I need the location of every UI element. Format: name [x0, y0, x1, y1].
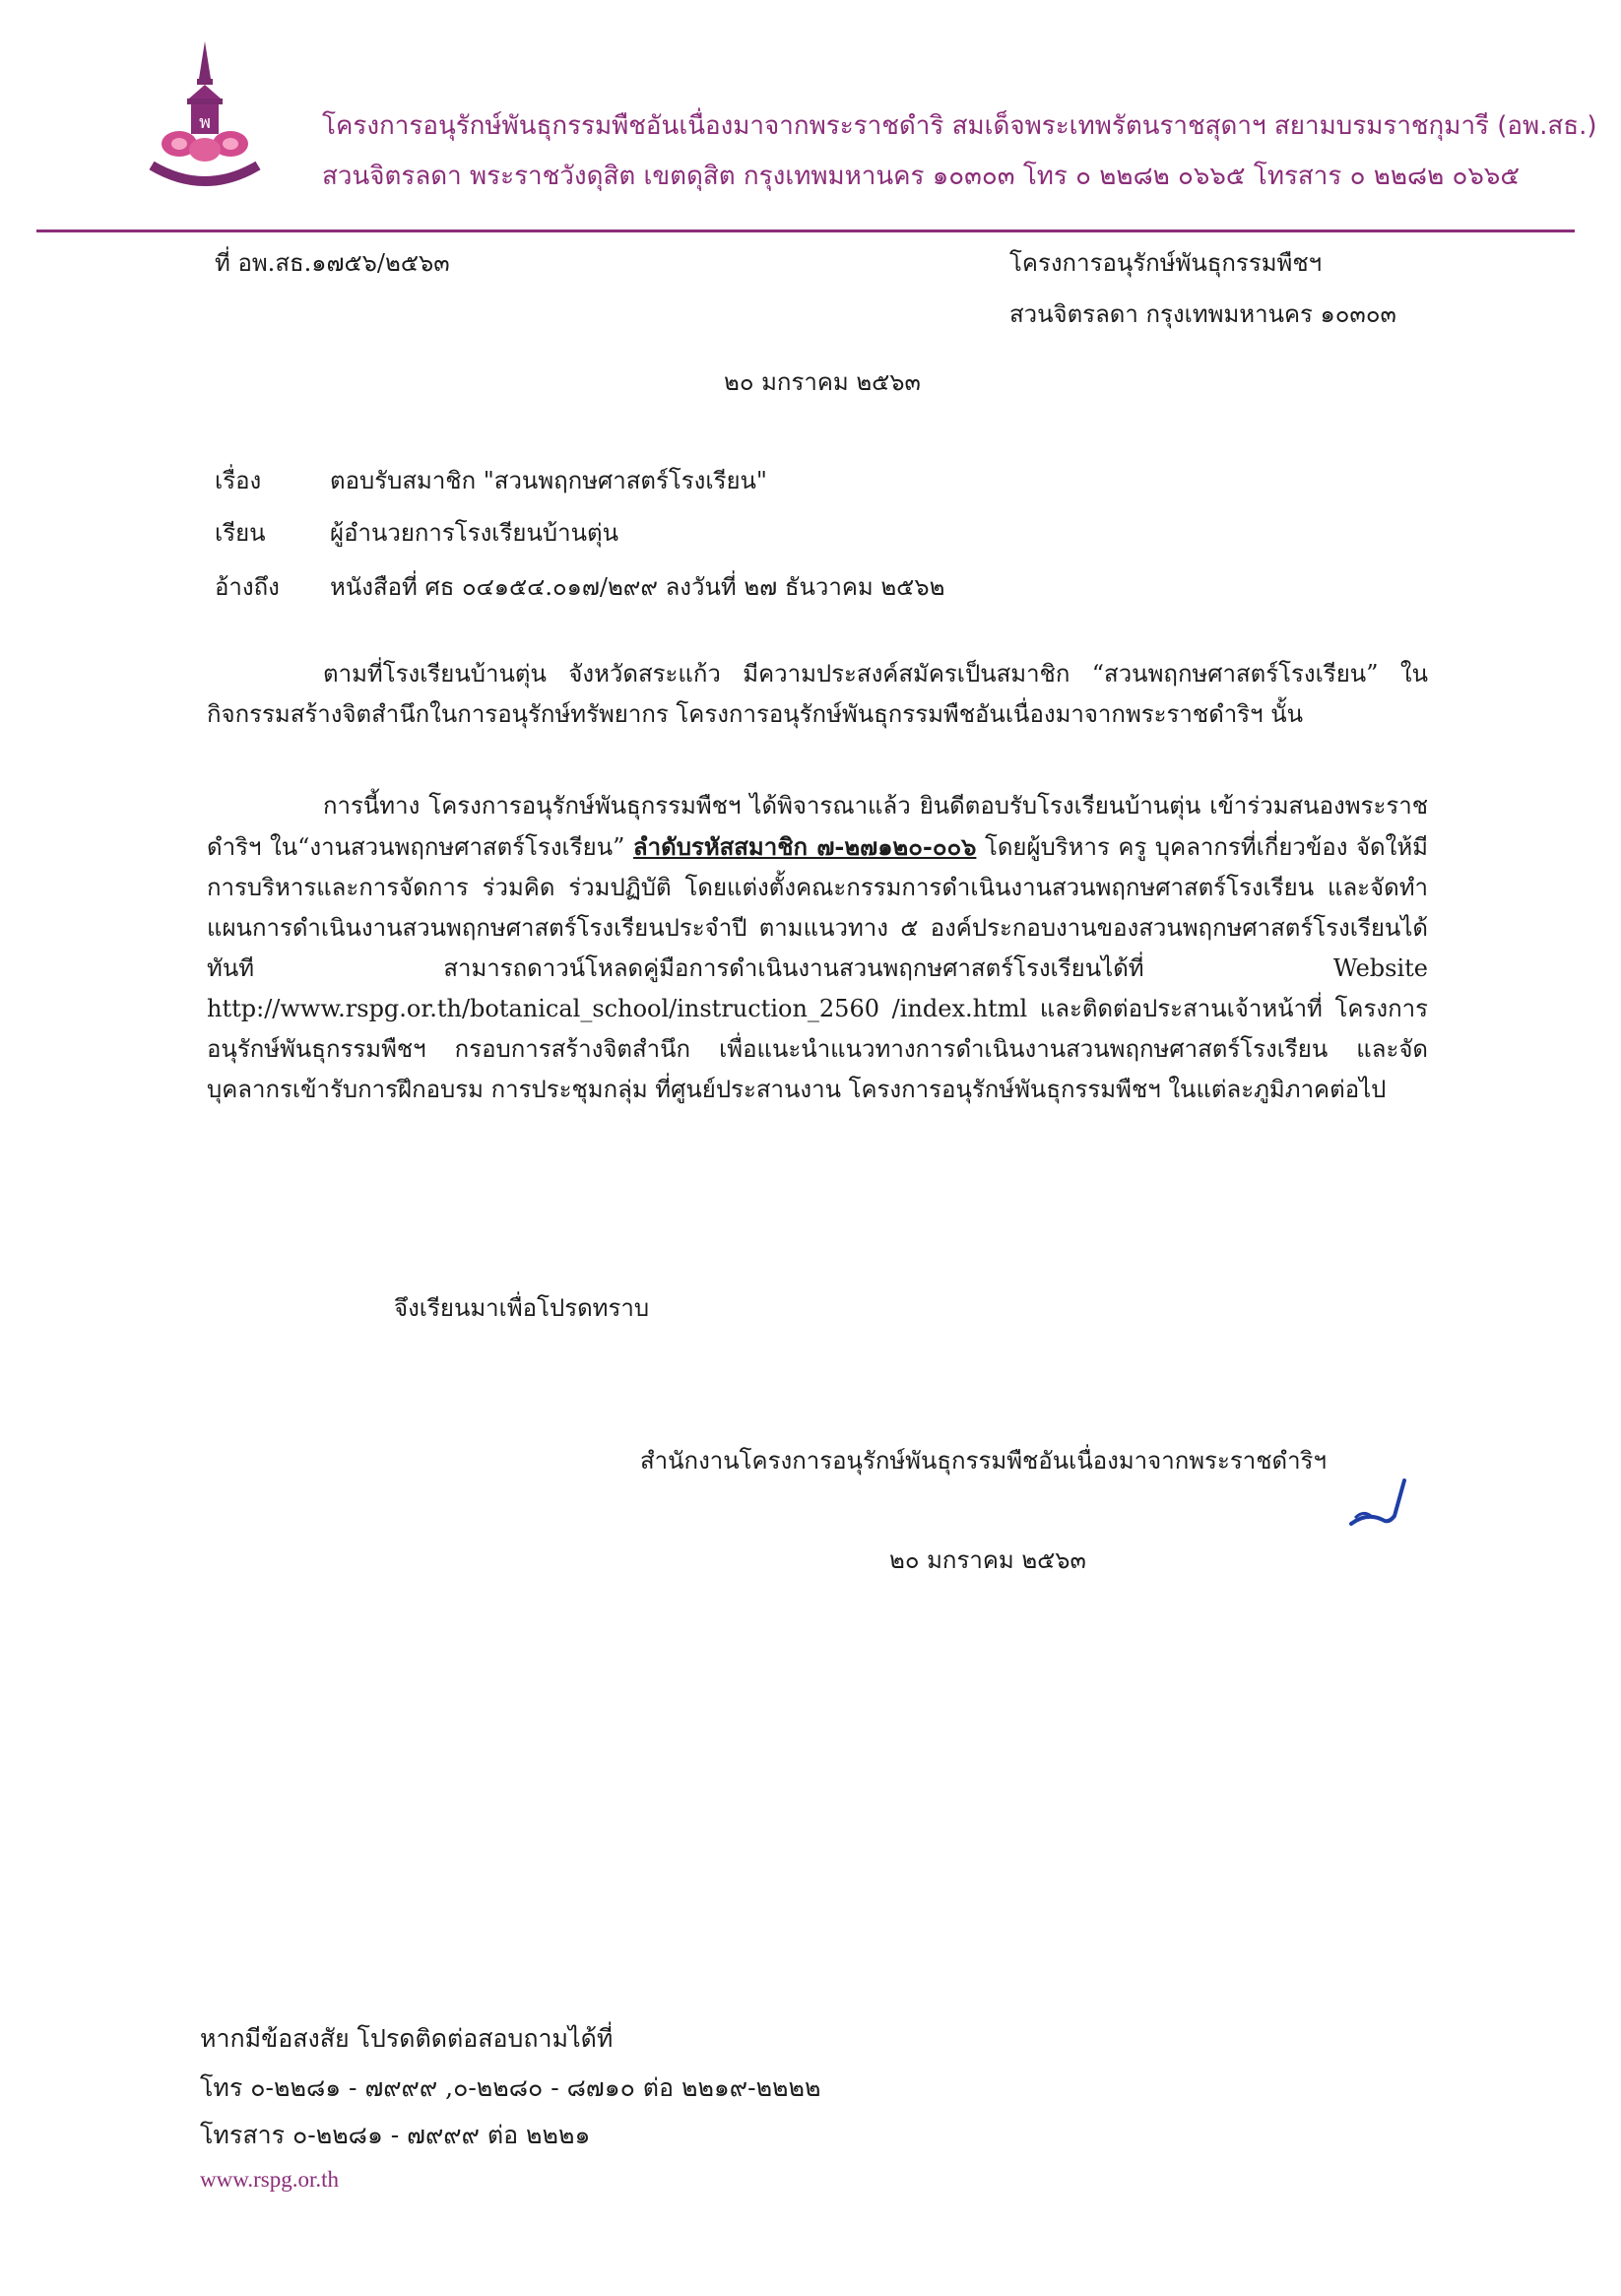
crown-emblem-icon: [146, 39, 264, 197]
subject-text: ตอบรับสมาชิก "สวนพฤกษศาสตร์โรงเรียน": [330, 467, 767, 494]
letterhead-divider: [36, 230, 1575, 232]
closing-line: จึงเรียนมาเพื่อโปรดทราบ: [394, 1294, 650, 1322]
website-link[interactable]: www.rspg.or.th: [200, 2167, 339, 2192]
body-paragraph-2: การนี้ทาง โครงการอนุรักษ์พันธุกรรมพืชฯ ได้พิจารณาแล้ว ยินดีตอบรับโรงเรียนบ้านตุ่น เข้าร่วมสนองพระราชดำริฯ ใน“งานสวนพฤกษศาสตร์โรงเรียน” ลำดับรหัสสมาชิก ๗-๒๗๑๒๐-๐๐๖ โดยผู้บริหาร ครู บุคลากรที่เกี่ยวข้อง จัดให้มีการบริหารและการจัดการ ร่วมคิด ร่วมปฏิบัติ โดยแต่งตั้งคณะกรรมการดำเนินงานสวนพฤกษศาสตร์โรงเรียน และจัดทำแผนการดำเนินงานสวนพฤกษศาสตร์โรงเรียนประจำปี ตามแนวทาง ๕ องค์ประกอบงานของสวนพฤกษศาสตร์โรงเรียนได้ทันที สามารถดาวน์โหลดคู่มือการดำเนินงานสวนพฤกษศาสตร์โรงเรียนได้ที่ Website http://www.rspg.or.th/botanical_school/instruction_2560 /index.html และติดต่อประสานเจ้าหน้าที่ โครงการอนุรักษ์พันธุกรรมพืชฯ กรอบการสร้างจิตสำนึก เพื่อแนะนำแนวทางการดำเนินงานสวนพฤกษศาสตร์โรงเรียน และจัดบุคลากรเข้ารับการฝึกอบรม การประชุมกลุ่ม ที่ศูนย์ประสานงาน โครงการอนุรักษ์พันธุกรรมพืชฯ ในแต่ละภูมิภาคต่อไป: [207, 792, 1428, 1103]
recipient-text: ผู้อำนวยการโรงเรียนบ้านตุ่น: [330, 519, 618, 547]
sender-name: โครงการอนุรักษ์พันธุกรรมพืชฯ: [1009, 249, 1323, 277]
reference-label: อ้างถึง: [215, 573, 280, 601]
signature-date: ๒๐ มกราคม ๒๕๖๓: [889, 1546, 1086, 1574]
recipient-label: เรียน: [215, 519, 266, 547]
letterhead-address: สวนจิตรลดา พระราชวังดุสิต เขตดุสิต กรุงเทพมหานคร ๑๐๓๐๓ โทร ๐ ๒๒๘๒ ๐๖๖๕ โทรสาร ๐ ๒๒๘๒ ๐๖๖๕: [322, 162, 1521, 191]
letter-date: ๒๐ มกราคม ๒๕๖๓: [724, 368, 921, 396]
signature: [1349, 1473, 1408, 1532]
subject-label: เรื่อง: [215, 467, 262, 494]
sender-address: สวนจิตรลดา กรุงเทพมหานคร ๑๐๓๐๓: [1009, 300, 1396, 328]
organization-logo: [146, 39, 264, 197]
member-code: ลำดับรหัสสมาชิก ๗-๒๗๑๒๐-๐๐๖: [632, 832, 977, 861]
svg-text:พ: พ: [199, 112, 211, 133]
letterhead-org-name: โครงการอนุรักษ์พันธุกรรมพืชอันเนื่องมาจากพระราชดำริ สมเด็จพระเทพรัตนราชสุดาฯ สยามบรมราชกุมารี (อพ.สธ.): [322, 111, 1597, 141]
body-paragraph-1: ตามที่โรงเรียนบ้านตุ่น จังหวัดสระแก้ว มีความประสงค์สมัครเป็นสมาชิก “สวนพฤกษศาสตร์โรงเรียน” ในกิจกรรมสร้างจิตสำนึกในการอนุรักษ์ทรัพยากร โครงการอนุรักษ์พันธุกรรมพืชอันเนื่องมาจากพระราชดำริฯ นั้น: [207, 660, 1428, 728]
contact-fax: โทรสาร ๐-๒๒๘๑ - ๗๙๙๙ ต่อ ๒๒๒๑: [200, 2121, 591, 2149]
contact-intro: หากมีข้อสงสัย โปรดติดต่อสอบถามได้ที่: [200, 2024, 614, 2053]
reference-number: ที่ อพ.สธ.๑๗๕๖/๒๕๖๓: [215, 249, 450, 277]
signer-office: สำนักงานโครงการอนุรักษ์พันธุกรรมพืชอันเนื่องมาจากพระราชดำริฯ: [640, 1447, 1327, 1475]
reference-text: หนังสือที่ ศธ ๐๔๑๕๔.๐๑๗/๒๙๙ ลงวันที่ ๒๗ ธันวาคม ๒๕๖๒: [330, 573, 945, 601]
contact-phone: โทร ๐-๒๒๘๑ - ๗๙๙๙ ,๐-๒๒๘๐ - ๘๗๑๐ ต่อ ๒๒๑๙-๒๒๒๒: [200, 2073, 821, 2102]
